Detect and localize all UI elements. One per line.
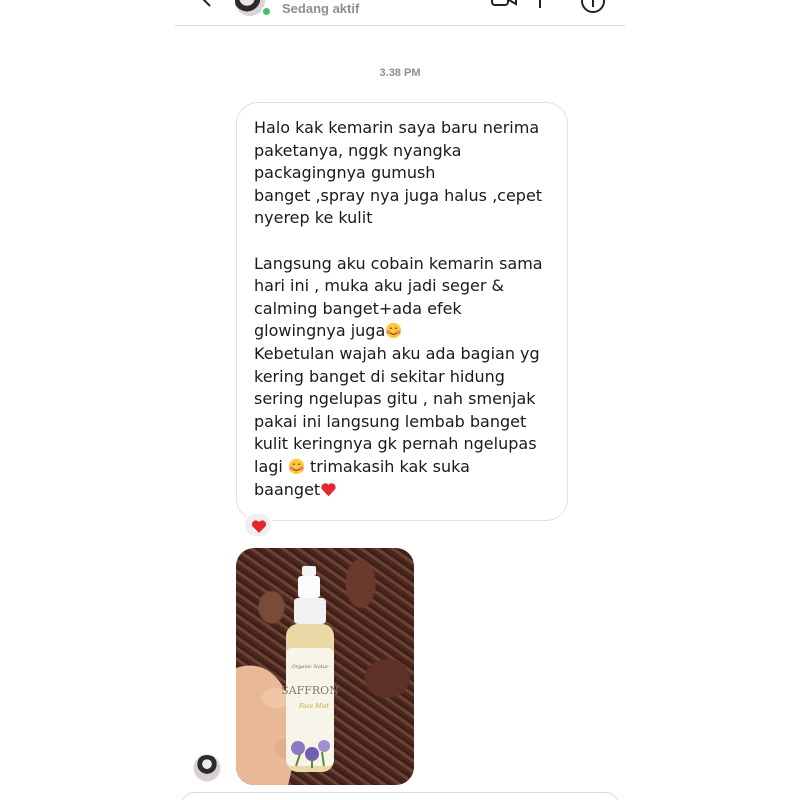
shared-product-photo[interactable]	[236, 548, 414, 785]
heart-reaction[interactable]	[243, 512, 273, 538]
label-product: SAFFRON	[281, 684, 339, 697]
sender-avatar[interactable]	[193, 754, 221, 782]
label-brand: Organic Natur	[291, 664, 329, 670]
heart-icon	[251, 519, 267, 534]
smiling-face-with-hearts-icon	[288, 458, 305, 475]
message-composer[interactable]	[180, 792, 620, 800]
smiling-face-with-hearts-icon	[385, 322, 402, 339]
message-timestamp: 3.38 PM	[379, 67, 421, 79]
back-chevron-icon[interactable]	[199, 0, 213, 10]
received-message-bubble[interactable]	[236, 102, 568, 521]
message-text-part-1: Halo kak kemarin saya baru nerima paketanya, nggk nyangka packagingnya gumush banget ,spray nya juga halus ,cepet nyerep ke kulit Langsung aku cobain kemarin sama hari ini , muka aku jadi seger & calming banget+ada efek glowingnya juga	[254, 118, 543, 341]
message-text	[254, 117, 551, 501]
message-text-part-3: trimakasih kak suka baanget	[254, 456, 470, 499]
label-sub: Face Mist	[299, 703, 329, 710]
active-status-text: Sedang aktif	[282, 1, 360, 16]
call-icon[interactable]	[535, 0, 545, 10]
chat-screen	[175, 0, 625, 800]
red-heart-icon	[320, 481, 337, 498]
video-call-icon[interactable]	[491, 0, 517, 10]
product-photo-illustration	[236, 548, 414, 785]
info-icon[interactable]	[580, 0, 606, 14]
online-status-dot	[261, 6, 272, 17]
chat-header	[175, 0, 625, 26]
message-text-part-2: Kebetulan wajah aku ada bagian yg kering banget di sekitar hidung sering ngelupas gitu , nah smenjak pakai ini langsung lembab banget kulit keringnya gk pernah ngelupas lagi	[254, 343, 540, 476]
